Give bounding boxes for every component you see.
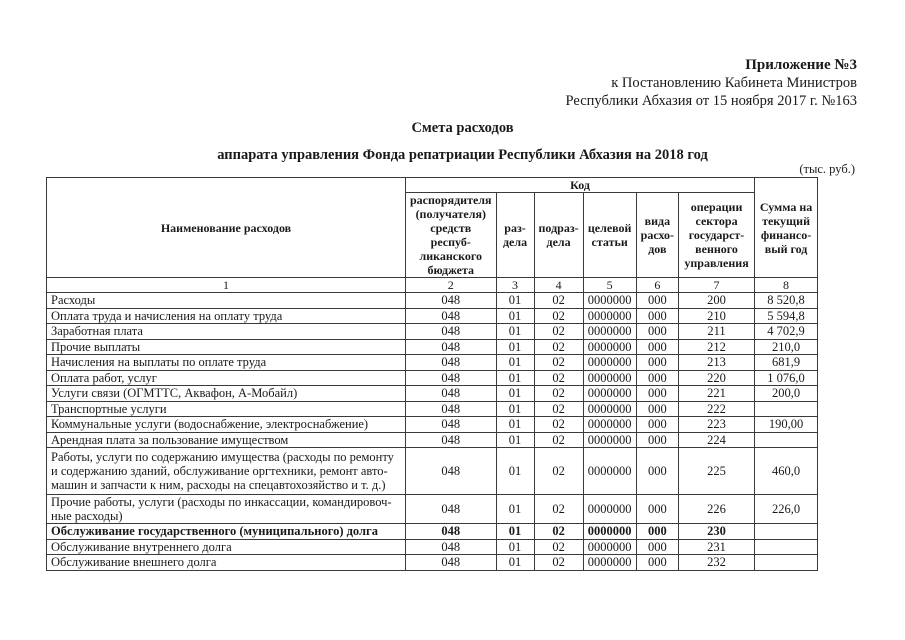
column-number: 6 <box>636 278 678 293</box>
row-expense-type: 000 <box>636 539 678 555</box>
row-sum <box>755 432 818 448</box>
header-kosgu: операции сектора государст-венного управления <box>679 193 755 278</box>
header-sum: Сумма на текущий финансо-вый год <box>755 178 818 278</box>
row-sum: 4 702,9 <box>755 324 818 340</box>
row-podrazdel: 02 <box>534 417 583 433</box>
row-target-article: 0000000 <box>583 555 636 571</box>
row-name: Начисления на выплаты по оплате труда <box>47 355 406 371</box>
row-grbs: 048 <box>406 495 497 524</box>
header-razdel: раз-дела <box>496 193 534 278</box>
row-target-article: 0000000 <box>583 324 636 340</box>
row-name: Работы, услуги по содержанию имущества (расходы по ремонту и содержанию зданий, обслуживание оргтехники, ремонт авто-машин и запчасти к ним, расходы на спецавтохозяйство и т. д.) <box>47 448 406 495</box>
row-grbs: 048 <box>406 417 497 433</box>
row-name: Услуги связи (ОГМТТС, Аквафон, А-Мобайл) <box>47 386 406 402</box>
row-grbs: 048 <box>406 448 497 495</box>
row-expense-type: 000 <box>636 448 678 495</box>
row-expense-type: 000 <box>636 370 678 386</box>
table-row <box>47 524 818 540</box>
row-kosgu: 212 <box>679 339 755 355</box>
column-number: 4 <box>534 278 583 293</box>
header-target-article: целевой статьи <box>583 193 636 278</box>
row-name: Оплата труда и начисления на оплату труда <box>47 308 406 324</box>
document-title: Смета расходов <box>411 120 514 136</box>
row-sum: 226,0 <box>755 495 818 524</box>
header-grbs: распорядителя (получателя) средств респуб-ликанского бюджета <box>406 193 497 278</box>
row-expense-type: 000 <box>636 417 678 433</box>
row-name: Заработная плата <box>47 324 406 340</box>
row-grbs: 048 <box>406 324 497 340</box>
table-row <box>47 432 818 448</box>
row-kosgu: 230 <box>679 524 755 540</box>
row-kosgu: 231 <box>679 539 755 555</box>
table-row <box>47 417 818 433</box>
row-kosgu: 213 <box>679 355 755 371</box>
row-target-article: 0000000 <box>583 524 636 540</box>
row-target-article: 0000000 <box>583 539 636 555</box>
table-row <box>47 448 818 495</box>
row-razdel: 01 <box>496 417 534 433</box>
row-podrazdel: 02 <box>534 524 583 540</box>
row-kosgu: 232 <box>679 555 755 571</box>
row-podrazdel: 02 <box>534 386 583 402</box>
row-grbs: 048 <box>406 555 497 571</box>
column-number-row <box>47 278 818 293</box>
row-podrazdel: 02 <box>534 370 583 386</box>
table-row <box>47 555 818 571</box>
row-expense-type: 000 <box>636 555 678 571</box>
table-row <box>47 308 818 324</box>
row-podrazdel: 02 <box>534 293 583 309</box>
row-podrazdel: 02 <box>534 339 583 355</box>
header-name: Наименование расходов <box>47 178 406 278</box>
row-name: Коммунальные услуги (водоснабжение, электроснабжение) <box>47 417 406 433</box>
row-podrazdel: 02 <box>534 539 583 555</box>
row-expense-type: 000 <box>636 308 678 324</box>
row-podrazdel: 02 <box>534 555 583 571</box>
row-kosgu: 226 <box>679 495 755 524</box>
row-target-article: 0000000 <box>583 401 636 417</box>
row-razdel: 01 <box>496 386 534 402</box>
table-row <box>47 386 818 402</box>
row-target-article: 0000000 <box>583 417 636 433</box>
row-expense-type: 000 <box>636 524 678 540</box>
row-kosgu: 211 <box>679 324 755 340</box>
row-expense-type: 000 <box>636 401 678 417</box>
row-grbs: 048 <box>406 401 497 417</box>
row-sum: 210,0 <box>755 339 818 355</box>
row-podrazdel: 02 <box>534 324 583 340</box>
row-kosgu: 225 <box>679 448 755 495</box>
row-name: Обслуживание внутреннего долга <box>47 539 406 555</box>
row-sum <box>755 524 818 540</box>
row-expense-type: 000 <box>636 495 678 524</box>
row-kosgu: 220 <box>679 370 755 386</box>
row-kosgu: 224 <box>679 432 755 448</box>
row-kosgu: 222 <box>679 401 755 417</box>
row-razdel: 01 <box>496 308 534 324</box>
row-name: Оплата работ, услуг <box>47 370 406 386</box>
table-row <box>47 401 818 417</box>
row-sum: 200,0 <box>755 386 818 402</box>
row-target-article: 0000000 <box>583 308 636 324</box>
row-podrazdel: 02 <box>534 448 583 495</box>
row-podrazdel: 02 <box>534 355 583 371</box>
row-podrazdel: 02 <box>534 495 583 524</box>
row-expense-type: 000 <box>636 432 678 448</box>
row-sum <box>755 401 818 417</box>
table-row <box>47 293 818 309</box>
row-name: Арендная плата за пользование имуществом <box>47 432 406 448</box>
row-grbs: 048 <box>406 432 497 448</box>
row-razdel: 01 <box>496 448 534 495</box>
row-target-article: 0000000 <box>583 355 636 371</box>
row-podrazdel: 02 <box>534 308 583 324</box>
row-razdel: 01 <box>496 495 534 524</box>
column-number: 1 <box>47 278 406 293</box>
row-kosgu: 210 <box>679 308 755 324</box>
row-name: Обслуживание государственного (муниципального) долга <box>47 524 406 540</box>
header-code-group: Код <box>406 178 755 193</box>
units-label: (тыс. руб.) <box>799 162 855 176</box>
column-number: 7 <box>679 278 755 293</box>
row-razdel: 01 <box>496 401 534 417</box>
row-sum: 8 520,8 <box>755 293 818 309</box>
row-razdel: 01 <box>496 339 534 355</box>
row-razdel: 01 <box>496 524 534 540</box>
row-grbs: 048 <box>406 339 497 355</box>
row-sum: 460,0 <box>755 448 818 495</box>
row-target-article: 0000000 <box>583 386 636 402</box>
row-razdel: 01 <box>496 432 534 448</box>
row-kosgu: 221 <box>679 386 755 402</box>
row-name: Расходы <box>47 293 406 309</box>
column-number: 8 <box>755 278 818 293</box>
row-razdel: 01 <box>496 370 534 386</box>
expense-table <box>46 177 818 571</box>
row-razdel: 01 <box>496 355 534 371</box>
row-target-article: 0000000 <box>583 370 636 386</box>
row-target-article: 0000000 <box>583 432 636 448</box>
row-expense-type: 000 <box>636 355 678 371</box>
row-target-article: 0000000 <box>583 339 636 355</box>
row-kosgu: 223 <box>679 417 755 433</box>
table-row <box>47 355 818 371</box>
table-row <box>47 539 818 555</box>
table-row <box>47 339 818 355</box>
row-razdel: 01 <box>496 324 534 340</box>
table-row <box>47 324 818 340</box>
row-expense-type: 000 <box>636 324 678 340</box>
table-row <box>47 370 818 386</box>
row-sum: 1 076,0 <box>755 370 818 386</box>
appendix-line-1: к Постановлению Кабинета Министров <box>611 75 857 91</box>
header-podrazdel: подраз-дела <box>534 193 583 278</box>
column-number: 5 <box>583 278 636 293</box>
column-number: 3 <box>496 278 534 293</box>
row-podrazdel: 02 <box>534 432 583 448</box>
row-grbs: 048 <box>406 293 497 309</box>
appendix-title: Приложение №3 <box>745 57 857 73</box>
row-grbs: 048 <box>406 524 497 540</box>
table-row <box>47 495 818 524</box>
header-expense-type: вида расхо-дов <box>636 193 678 278</box>
row-grbs: 048 <box>406 370 497 386</box>
row-grbs: 048 <box>406 355 497 371</box>
row-name: Транспортные услуги <box>47 401 406 417</box>
document-subtitle: аппарата управления Фонда репатриации Республики Абхазия на 2018 год <box>217 147 708 163</box>
row-target-article: 0000000 <box>583 293 636 309</box>
appendix-header <box>566 56 857 110</box>
row-grbs: 048 <box>406 386 497 402</box>
row-target-article: 0000000 <box>583 448 636 495</box>
row-name: Прочие выплаты <box>47 339 406 355</box>
row-grbs: 048 <box>406 539 497 555</box>
appendix-line-2: Республики Абхазия от 15 ноября 2017 г. №163 <box>565 93 857 109</box>
row-sum: 681,9 <box>755 355 818 371</box>
row-razdel: 01 <box>496 539 534 555</box>
row-expense-type: 000 <box>636 386 678 402</box>
row-expense-type: 000 <box>636 339 678 355</box>
row-sum <box>755 555 818 571</box>
row-podrazdel: 02 <box>534 401 583 417</box>
row-target-article: 0000000 <box>583 495 636 524</box>
row-sum: 190,00 <box>755 417 818 433</box>
row-name: Прочие работы, услуги (расходы по инкассации, командировоч-ные расходы) <box>47 495 406 524</box>
row-sum: 5 594,8 <box>755 308 818 324</box>
row-sum <box>755 539 818 555</box>
row-kosgu: 200 <box>679 293 755 309</box>
row-razdel: 01 <box>496 555 534 571</box>
column-number: 2 <box>406 278 497 293</box>
row-razdel: 01 <box>496 293 534 309</box>
row-grbs: 048 <box>406 308 497 324</box>
row-name: Обслуживание внешнего долга <box>47 555 406 571</box>
row-expense-type: 000 <box>636 293 678 309</box>
